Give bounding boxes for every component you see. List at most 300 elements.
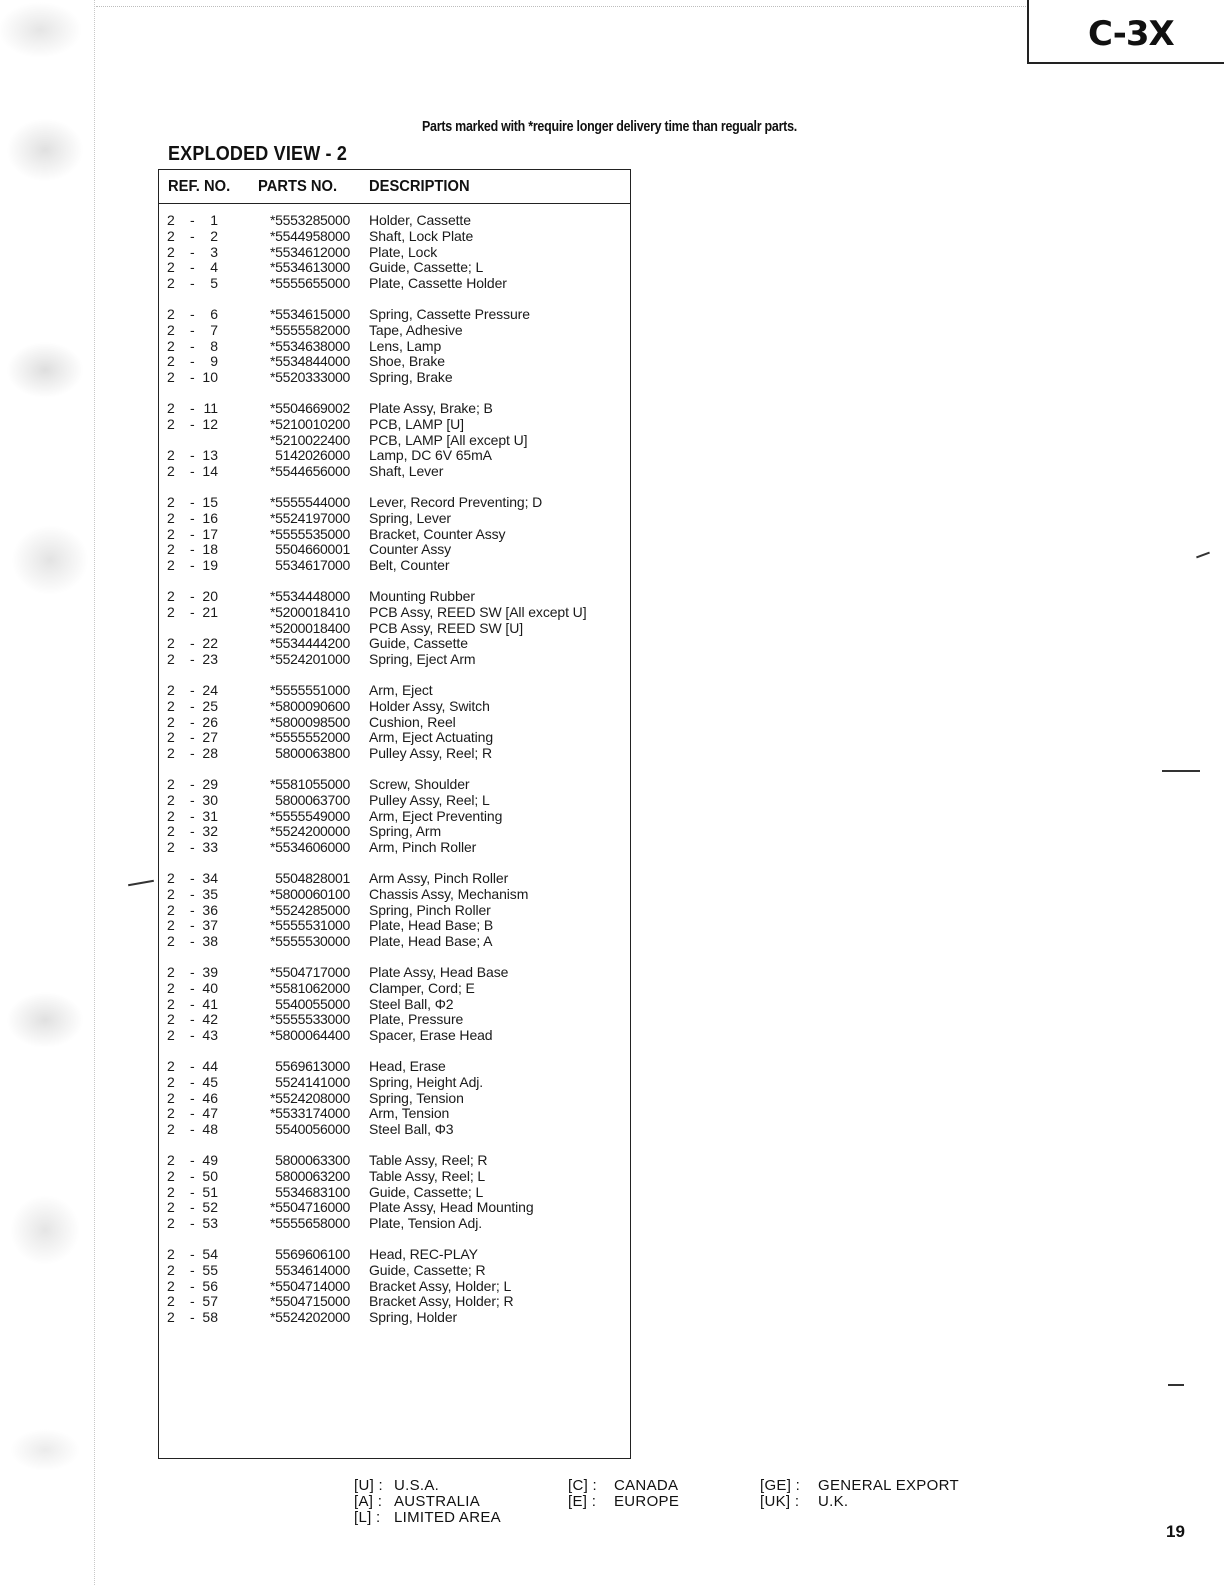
ref-number: 54 xyxy=(202,1246,218,1262)
part-number: *5524285000 xyxy=(269,901,350,918)
part-number: *5555655000 xyxy=(269,275,350,292)
ref-number: 31 xyxy=(202,807,218,824)
legend-item xyxy=(354,1493,480,1510)
ref-number: 24 xyxy=(202,682,218,698)
ref-separator: - xyxy=(190,933,195,950)
part-description: Holder, Cassette xyxy=(369,212,471,228)
ref-separator: - xyxy=(190,525,195,542)
ref-number: 15 xyxy=(202,494,218,510)
ref-number: 53 xyxy=(202,1215,218,1232)
part-description: Lamp, DC 6V 65mA xyxy=(369,447,492,464)
part-description: Arm Assy, Pinch Roller xyxy=(369,870,509,886)
ref-separator: - xyxy=(190,1199,195,1216)
ref-separator: - xyxy=(190,713,195,730)
part-number: *5555533000 xyxy=(269,1011,350,1028)
part-description: Guide, Cassette; L xyxy=(369,1183,484,1200)
ref-separator: - xyxy=(190,337,195,354)
ref-group: 2 xyxy=(167,212,175,228)
part-description: Holder Assy, Switch xyxy=(369,697,490,714)
ref-number: 28 xyxy=(202,745,218,762)
ref-number: 39 xyxy=(202,964,218,980)
part-description: PCB, LAMP [U] xyxy=(369,415,464,432)
ref-number: 11 xyxy=(203,400,218,416)
ref-separator: - xyxy=(190,1073,195,1090)
ref-number: 13 xyxy=(202,447,218,464)
ref-number: 36 xyxy=(202,901,218,918)
part-number: *5555530000 xyxy=(269,933,350,950)
ref-number: 12 xyxy=(202,415,218,432)
part-description: Guide, Cassette; R xyxy=(369,1261,486,1278)
part-number: *5520333000 xyxy=(269,369,350,386)
part-description: Tape, Adhesive xyxy=(369,321,463,338)
ref-separator: - xyxy=(190,791,195,808)
ref-separator: - xyxy=(190,1183,195,1200)
part-description: Plate Assy, Head Mounting xyxy=(369,1199,534,1216)
ref-number: 33 xyxy=(202,839,218,856)
ref-separator: - xyxy=(190,212,195,228)
ref-group: 2 xyxy=(167,463,175,480)
ref-group: 2 xyxy=(167,870,175,886)
legend-code: [GE] : xyxy=(760,1477,801,1494)
part-number: *5504669002 xyxy=(269,400,350,416)
ref-number: 6 xyxy=(210,306,218,322)
part-number: *5200018410 xyxy=(269,603,350,620)
part-description: Plate Assy, Head Base xyxy=(369,964,509,980)
ref-number: 25 xyxy=(202,697,218,714)
ref-group: 2 xyxy=(167,353,175,370)
part-description: Arm, Eject Preventing xyxy=(369,807,503,824)
ref-number: 17 xyxy=(202,525,218,542)
ref-number: 35 xyxy=(202,885,218,902)
ref-group: 2 xyxy=(167,447,175,464)
ref-group: 2 xyxy=(167,1261,175,1278)
ref-separator: - xyxy=(190,1089,195,1106)
legend-name: EUROPE xyxy=(614,1493,680,1510)
part-description: Spring, Eject Arm xyxy=(369,651,476,668)
part-number: *5504717000 xyxy=(269,964,350,980)
part-description: Spring, Height Adj. xyxy=(369,1073,484,1090)
delivery-notice: Parts marked with *require longer delivery time than regualr parts. xyxy=(422,119,797,135)
legend-code: [L] : xyxy=(354,1509,381,1526)
part-number: *5800098500 xyxy=(269,713,350,730)
part-description: Spring, Pinch Roller xyxy=(369,901,491,918)
part-description: Chassis Assy, Mechanism xyxy=(369,885,529,902)
ref-separator: - xyxy=(190,901,195,918)
ref-number: 32 xyxy=(202,823,218,840)
ref-group: 2 xyxy=(167,306,175,322)
legend-name: GENERAL EXPORT xyxy=(818,1477,959,1494)
ref-number: 38 xyxy=(202,933,218,950)
ref-separator: - xyxy=(190,494,195,510)
ref-separator: - xyxy=(190,321,195,338)
legend-code: [C] : xyxy=(568,1477,598,1494)
part-number: *5534612000 xyxy=(269,243,350,260)
part-number: *5210022400 xyxy=(269,431,350,448)
ref-group: 2 xyxy=(167,1293,175,1310)
part-number: *5555582000 xyxy=(269,321,350,338)
ref-number: 50 xyxy=(202,1167,218,1184)
ref-group: 2 xyxy=(167,1167,175,1184)
ref-number: 44 xyxy=(202,1058,218,1074)
ref-group: 2 xyxy=(167,588,175,604)
ref-separator: - xyxy=(190,964,195,980)
part-description: Belt, Counter xyxy=(369,557,450,574)
ref-separator: - xyxy=(190,807,195,824)
part-description: Bracket Assy, Holder; R xyxy=(369,1293,514,1310)
ref-separator: - xyxy=(190,353,195,370)
ref-group: 2 xyxy=(167,823,175,840)
part-number: 5800063700 xyxy=(275,791,350,808)
ref-group: 2 xyxy=(167,995,175,1012)
ref-separator: - xyxy=(190,588,195,604)
part-number: *5544958000 xyxy=(269,227,350,244)
part-description: PCB Assy, REED SW [U] xyxy=(369,619,523,636)
ref-separator: - xyxy=(190,1152,195,1168)
ref-group: 2 xyxy=(167,791,175,808)
ref-group: 2 xyxy=(167,541,175,558)
ref-group: 2 xyxy=(167,1215,175,1232)
ref-number: 21 xyxy=(202,603,218,620)
part-number: 5569606100 xyxy=(275,1246,350,1262)
ref-group: 2 xyxy=(167,494,175,510)
ref-group: 2 xyxy=(167,557,175,574)
part-description: Head, Erase xyxy=(369,1058,446,1074)
ref-number: 49 xyxy=(202,1152,218,1168)
part-number: 5540055000 xyxy=(275,995,350,1012)
ref-separator: - xyxy=(190,463,195,480)
ref-group: 2 xyxy=(167,1246,175,1262)
legend-name: AUSTRALIA xyxy=(394,1493,481,1510)
ref-separator: - xyxy=(190,823,195,840)
ref-separator: - xyxy=(190,227,195,244)
legend-code: [UK] : xyxy=(760,1493,800,1510)
ref-group: 2 xyxy=(167,1152,175,1168)
part-description: Shoe, Brake xyxy=(369,353,445,370)
part-number: *5534615000 xyxy=(269,306,350,322)
ref-group: 2 xyxy=(167,1058,175,1074)
part-number: *5800064400 xyxy=(269,1027,350,1044)
scan-margin-line xyxy=(94,0,96,1585)
part-description: Shaft, Lever xyxy=(369,463,444,480)
ref-separator: - xyxy=(190,839,195,856)
section-title: EXPLODED VIEW - 2 xyxy=(168,143,348,165)
table-header-divider xyxy=(158,203,631,204)
ref-separator: - xyxy=(190,259,195,276)
part-description: Spring, Holder xyxy=(369,1309,458,1326)
ref-number: 37 xyxy=(202,917,218,934)
ref-separator: - xyxy=(190,243,195,260)
ref-group: 2 xyxy=(167,729,175,746)
ref-number: 7 xyxy=(210,321,218,338)
part-number: *5534638000 xyxy=(269,337,350,354)
part-number: *5534613000 xyxy=(269,259,350,276)
ref-group: 2 xyxy=(167,1183,175,1200)
ref-separator: - xyxy=(190,885,195,902)
part-number: 5504660001 xyxy=(275,541,350,558)
ref-separator: - xyxy=(190,995,195,1012)
ref-number: 14 xyxy=(202,463,218,480)
part-number: *5555549000 xyxy=(269,807,350,824)
scan-margin-left xyxy=(0,0,96,1585)
ref-number: 56 xyxy=(202,1277,218,1294)
ref-group: 2 xyxy=(167,807,175,824)
part-description: Clamper, Cord; E xyxy=(369,979,475,996)
part-number: *5534844000 xyxy=(269,353,350,370)
legend-item xyxy=(760,1493,848,1510)
legend-item xyxy=(760,1477,959,1494)
ref-group: 2 xyxy=(167,259,175,276)
scan-mark xyxy=(1196,552,1210,559)
legend-item xyxy=(568,1477,678,1494)
column-header-description: DESCRIPTION xyxy=(369,178,470,195)
ref-group: 2 xyxy=(167,227,175,244)
ref-group: 2 xyxy=(167,1199,175,1216)
ref-group: 2 xyxy=(167,964,175,980)
ref-separator: - xyxy=(190,1309,195,1326)
ref-group: 2 xyxy=(167,917,175,934)
part-number: 5534617000 xyxy=(275,557,350,574)
part-number: *5581062000 xyxy=(269,979,350,996)
ref-group: 2 xyxy=(167,400,175,416)
ref-number: 52 xyxy=(202,1199,218,1216)
ref-number: 18 xyxy=(202,541,218,558)
ref-number: 58 xyxy=(202,1309,218,1326)
ref-number: 8 xyxy=(210,337,218,354)
ref-separator: - xyxy=(190,400,195,416)
part-number: 5800063300 xyxy=(275,1152,350,1168)
ref-number: 5 xyxy=(210,275,218,292)
ref-separator: - xyxy=(190,1011,195,1028)
ref-number: 42 xyxy=(202,1011,218,1028)
ref-number: 57 xyxy=(202,1293,218,1310)
part-number: *5581055000 xyxy=(269,776,350,792)
part-description: Arm, Eject xyxy=(369,682,433,698)
ref-number: 51 xyxy=(202,1183,218,1200)
ref-number: 45 xyxy=(202,1073,218,1090)
ref-group: 2 xyxy=(167,635,175,652)
ref-group: 2 xyxy=(167,1277,175,1294)
part-number: *5524202000 xyxy=(269,1309,350,1326)
part-number: *5524197000 xyxy=(269,509,350,526)
scan-mark xyxy=(128,880,154,886)
part-description: Plate, Tension Adj. xyxy=(369,1215,483,1232)
ref-separator: - xyxy=(190,697,195,714)
legend-name: U.K. xyxy=(818,1493,849,1510)
ref-number: 3 xyxy=(210,243,218,260)
part-number: *5524201000 xyxy=(269,651,350,668)
ref-number: 46 xyxy=(202,1089,218,1106)
ref-group: 2 xyxy=(167,1073,175,1090)
part-description: Plate, Cassette Holder xyxy=(369,275,507,292)
ref-group: 2 xyxy=(167,697,175,714)
part-description: Steel Ball, Φ3 xyxy=(369,1121,454,1138)
part-number: *5524200000 xyxy=(269,823,350,840)
ref-number: 43 xyxy=(202,1027,218,1044)
ref-group: 2 xyxy=(167,682,175,698)
ref-separator: - xyxy=(190,603,195,620)
part-number: 5540056000 xyxy=(275,1121,350,1138)
part-description: Bracket Assy, Holder; L xyxy=(369,1277,512,1294)
part-description: Counter Assy xyxy=(369,541,452,558)
ref-number: 4 xyxy=(210,259,218,276)
ref-separator: - xyxy=(190,776,195,792)
ref-separator: - xyxy=(190,1261,195,1278)
ref-number: 27 xyxy=(202,729,218,746)
ref-group: 2 xyxy=(167,369,175,386)
part-number: *5800060100 xyxy=(269,885,350,902)
part-description: Plate, Head Base; A xyxy=(369,933,493,950)
ref-separator: - xyxy=(190,1246,195,1262)
part-number: *5555531000 xyxy=(269,917,350,934)
ref-group: 2 xyxy=(167,1105,175,1122)
ref-separator: - xyxy=(190,1215,195,1232)
ref-number: 2 xyxy=(210,227,218,244)
ref-group: 2 xyxy=(167,713,175,730)
ref-separator: - xyxy=(190,275,195,292)
ref-group: 2 xyxy=(167,525,175,542)
legend-code: [E] : xyxy=(568,1493,597,1510)
ref-group: 2 xyxy=(167,933,175,950)
legend-code: [A] : xyxy=(354,1493,383,1510)
ref-separator: - xyxy=(190,1167,195,1184)
ref-group: 2 xyxy=(167,776,175,792)
part-description: Spring, Cassette Pressure xyxy=(369,306,530,322)
legend-item xyxy=(568,1493,679,1510)
legend-item xyxy=(354,1477,439,1494)
ref-separator: - xyxy=(190,651,195,668)
ref-group: 2 xyxy=(167,1121,175,1138)
ref-separator: - xyxy=(190,1121,195,1138)
part-description: PCB Assy, REED SW [All except U] xyxy=(369,603,587,620)
scan-mark xyxy=(1162,770,1200,772)
part-description: Guide, Cassette xyxy=(369,635,468,652)
part-number: *5544656000 xyxy=(269,463,350,480)
part-number: *5504716000 xyxy=(269,1199,350,1216)
part-number: 5524141000 xyxy=(275,1073,350,1090)
part-number: *5553285000 xyxy=(269,212,350,228)
part-number: *5555658000 xyxy=(269,1215,350,1232)
model-title: C-3X xyxy=(1088,14,1174,54)
ref-number: 9 xyxy=(210,353,218,370)
ref-number: 16 xyxy=(202,509,218,526)
ref-number: 30 xyxy=(202,791,218,808)
ref-group: 2 xyxy=(167,415,175,432)
ref-number: 23 xyxy=(202,651,218,668)
ref-separator: - xyxy=(190,1027,195,1044)
part-number: *5555544000 xyxy=(269,494,350,510)
legend-name: U.S.A. xyxy=(394,1477,440,1494)
part-description: Plate, Lock xyxy=(369,243,438,260)
ref-group: 2 xyxy=(167,337,175,354)
part-number: *5555535000 xyxy=(269,525,350,542)
part-number: *5210010200 xyxy=(269,415,350,432)
ref-group: 2 xyxy=(167,509,175,526)
part-number: 5534683100 xyxy=(275,1183,350,1200)
ref-separator: - xyxy=(190,557,195,574)
part-description: Mounting Rubber xyxy=(369,588,475,604)
part-number: 5800063200 xyxy=(275,1167,350,1184)
part-description: Table Assy, Reel; L xyxy=(369,1167,486,1184)
ref-group: 2 xyxy=(167,885,175,902)
ref-number: 47 xyxy=(202,1105,218,1122)
ref-group: 2 xyxy=(167,603,175,620)
ref-group: 2 xyxy=(167,321,175,338)
part-number: 5800063800 xyxy=(275,745,350,762)
part-description: Pulley Assy, Reel; R xyxy=(369,745,493,762)
scan-mark xyxy=(1168,1384,1184,1386)
part-number: *5534606000 xyxy=(269,839,350,856)
part-number: 5534614000 xyxy=(275,1261,350,1278)
ref-number: 10 xyxy=(202,369,218,386)
part-description: Arm, Tension xyxy=(369,1105,450,1122)
part-description: Spring, Tension xyxy=(369,1089,464,1106)
ref-separator: - xyxy=(190,682,195,698)
part-description: Lever, Record Preventing; D xyxy=(369,494,543,510)
part-description: Screw, Shoulder xyxy=(369,776,470,792)
legend-item xyxy=(354,1509,501,1526)
ref-group: 2 xyxy=(167,839,175,856)
ref-group: 2 xyxy=(167,1089,175,1106)
ref-separator: - xyxy=(190,306,195,322)
ref-separator: - xyxy=(190,745,195,762)
part-number: *5534448000 xyxy=(269,588,350,604)
column-header-parts-no: PARTS NO. xyxy=(258,178,338,195)
ref-group: 2 xyxy=(167,1027,175,1044)
part-description: Guide, Cassette; L xyxy=(369,259,484,276)
part-description: Arm, Pinch Roller xyxy=(369,839,477,856)
ref-number: 34 xyxy=(202,870,218,886)
part-description: Spacer, Erase Head xyxy=(369,1027,493,1044)
ref-group: 2 xyxy=(167,1309,175,1326)
part-description: Lens, Lamp xyxy=(369,337,442,354)
part-number: *5533174000 xyxy=(269,1105,350,1122)
ref-separator: - xyxy=(190,1277,195,1294)
ref-separator: - xyxy=(190,1293,195,1310)
ref-number: 41 xyxy=(202,995,218,1012)
ref-number: 48 xyxy=(202,1121,218,1138)
legend-code: [U] : xyxy=(354,1477,384,1494)
column-header-ref-no: REF. NO. xyxy=(168,178,231,195)
part-description: Spring, Arm xyxy=(369,823,442,840)
legend-name: LIMITED AREA xyxy=(394,1509,501,1526)
ref-number: 22 xyxy=(202,635,218,652)
part-description: Plate Assy, Brake; B xyxy=(369,400,493,416)
part-description: Spring, Brake xyxy=(369,369,453,386)
ref-group: 2 xyxy=(167,651,175,668)
part-description: PCB, LAMP [All except U] xyxy=(369,431,528,448)
ref-number: 1 xyxy=(210,212,218,228)
part-number: *5800090600 xyxy=(269,697,350,714)
ref-group: 2 xyxy=(167,243,175,260)
part-description: Table Assy, Reel; R xyxy=(369,1152,488,1168)
part-description: Pulley Assy, Reel; L xyxy=(369,791,490,808)
scan-top-edge xyxy=(96,6,1026,8)
part-description: Head, REC-PLAY xyxy=(369,1246,478,1262)
ref-number: 19 xyxy=(202,557,218,574)
part-description: Cushion, Reel xyxy=(369,713,456,730)
ref-separator: - xyxy=(190,541,195,558)
part-number: *5555552000 xyxy=(269,729,350,746)
part-description: Arm, Eject Actuating xyxy=(369,729,494,746)
ref-separator: - xyxy=(190,509,195,526)
ref-separator: - xyxy=(190,415,195,432)
ref-separator: - xyxy=(190,1105,195,1122)
part-description: Plate, Head Base; B xyxy=(369,917,494,934)
ref-separator: - xyxy=(190,729,195,746)
ref-number: 29 xyxy=(202,776,218,792)
part-number: *5524208000 xyxy=(269,1089,350,1106)
page-number: 19 xyxy=(1166,1522,1185,1541)
